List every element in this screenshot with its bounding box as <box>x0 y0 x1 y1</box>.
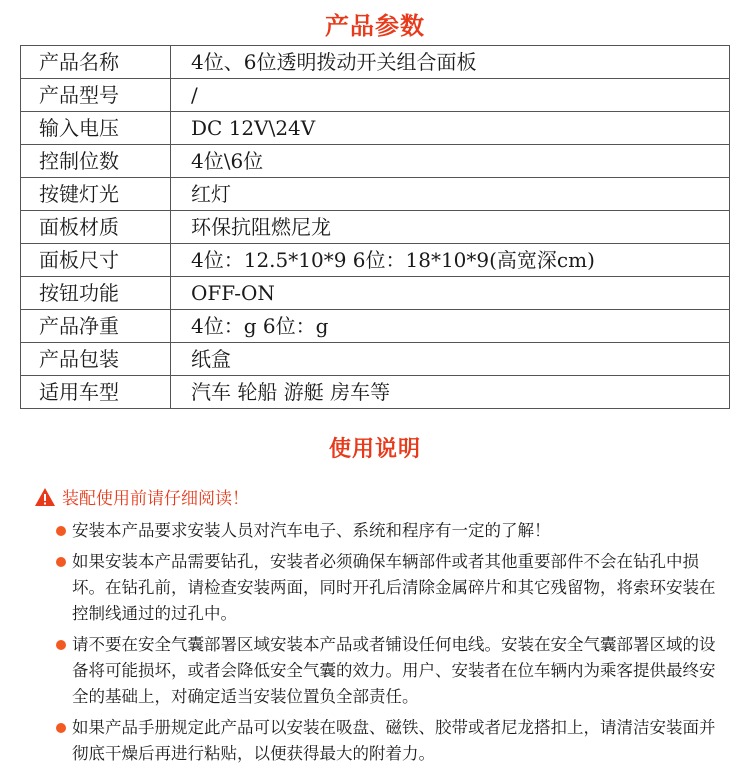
spec-value: 4位\6位 <box>171 145 730 178</box>
note-item <box>56 715 726 767</box>
warning-triangle-icon <box>34 487 56 507</box>
bullet-icon <box>56 526 66 536</box>
spec-row <box>21 79 730 112</box>
spec-value: 环保抗阻燃尼龙 <box>171 211 730 244</box>
spec-value: 4位、6位透明拨动开关组合面板 <box>171 46 730 79</box>
spec-value: 红灯 <box>171 178 730 211</box>
spec-row <box>21 376 730 409</box>
spec-key: 按钮功能 <box>21 277 171 310</box>
note-text: 如果安装本产品需要钻孔，安装者必须确保车辆部件或者其他重要部件不会在钻孔中损坏。在钻孔前，请检查安装两面，同时开孔后清除金属碎片和其它残留物，将索环安装在控制线通过的过孔中。 <box>72 552 716 623</box>
spec-row <box>21 277 730 310</box>
spec-row <box>21 178 730 211</box>
spec-value: OFF-ON <box>171 277 730 310</box>
spec-key: 产品名称 <box>21 46 171 79</box>
bullet-icon <box>56 557 66 567</box>
bullet-icon <box>56 640 66 650</box>
spec-key: 按键灯光 <box>21 178 171 211</box>
spec-value: 纸盒 <box>171 343 730 376</box>
spec-value: 4位：12.5*10*9 6位：18*10*9(高宽深cm) <box>171 244 730 277</box>
spec-row <box>21 46 730 79</box>
spec-value: 4位：g 6位：g <box>171 310 730 343</box>
spec-key: 产品净重 <box>21 310 171 343</box>
note-text: 安装本产品要求安装人员对汽车电子、系统和程序有一定的了解！ <box>72 521 551 540</box>
note-item <box>56 632 726 710</box>
usage-title: 使用说明 <box>328 437 421 462</box>
spec-row <box>21 145 730 178</box>
spec-row <box>21 244 730 277</box>
note-item <box>56 549 726 627</box>
spec-value: DC 12V\24V <box>171 112 730 145</box>
spec-row <box>21 310 730 343</box>
spec-value: 汽车 轮船 游艇 房车等 <box>171 376 730 409</box>
bullet-icon <box>56 723 66 733</box>
spec-key: 面板材质 <box>21 211 171 244</box>
spec-table <box>20 45 730 409</box>
usage-notes <box>56 518 726 772</box>
warning-line <box>34 484 249 509</box>
spec-key: 产品包装 <box>21 343 171 376</box>
warning-text: 装配使用前请仔细阅读！ <box>62 489 249 509</box>
note-text: 请不要在安全气囊部署区域安装本产品或者铺设任何电线。安装在安全气囊部署区域的设备将可能损坏，或者会降低安全气囊的效力。用户、安装者在位车辆内为乘客提供最终安全的基础上，对确定适当安装位置负全部责任。 <box>72 635 716 706</box>
spec-key: 适用车型 <box>21 376 171 409</box>
note-item <box>56 518 726 544</box>
spec-row <box>21 112 730 145</box>
spec-key: 产品型号 <box>21 79 171 112</box>
spec-value: / <box>171 79 730 112</box>
spec-key: 面板尺寸 <box>21 244 171 277</box>
spec-title: 产品参数 <box>325 12 425 40</box>
spec-row <box>21 343 730 376</box>
spec-row <box>21 211 730 244</box>
spec-key: 控制位数 <box>21 145 171 178</box>
spec-key: 输入电压 <box>21 112 171 145</box>
note-text: 如果产品手册规定此产品可以安装在吸盘、磁铁、胶带或者尼龙搭扣上，请清洁安装面并彻底干燥后再进行粘贴，以便获得最大的附着力。 <box>72 718 716 763</box>
